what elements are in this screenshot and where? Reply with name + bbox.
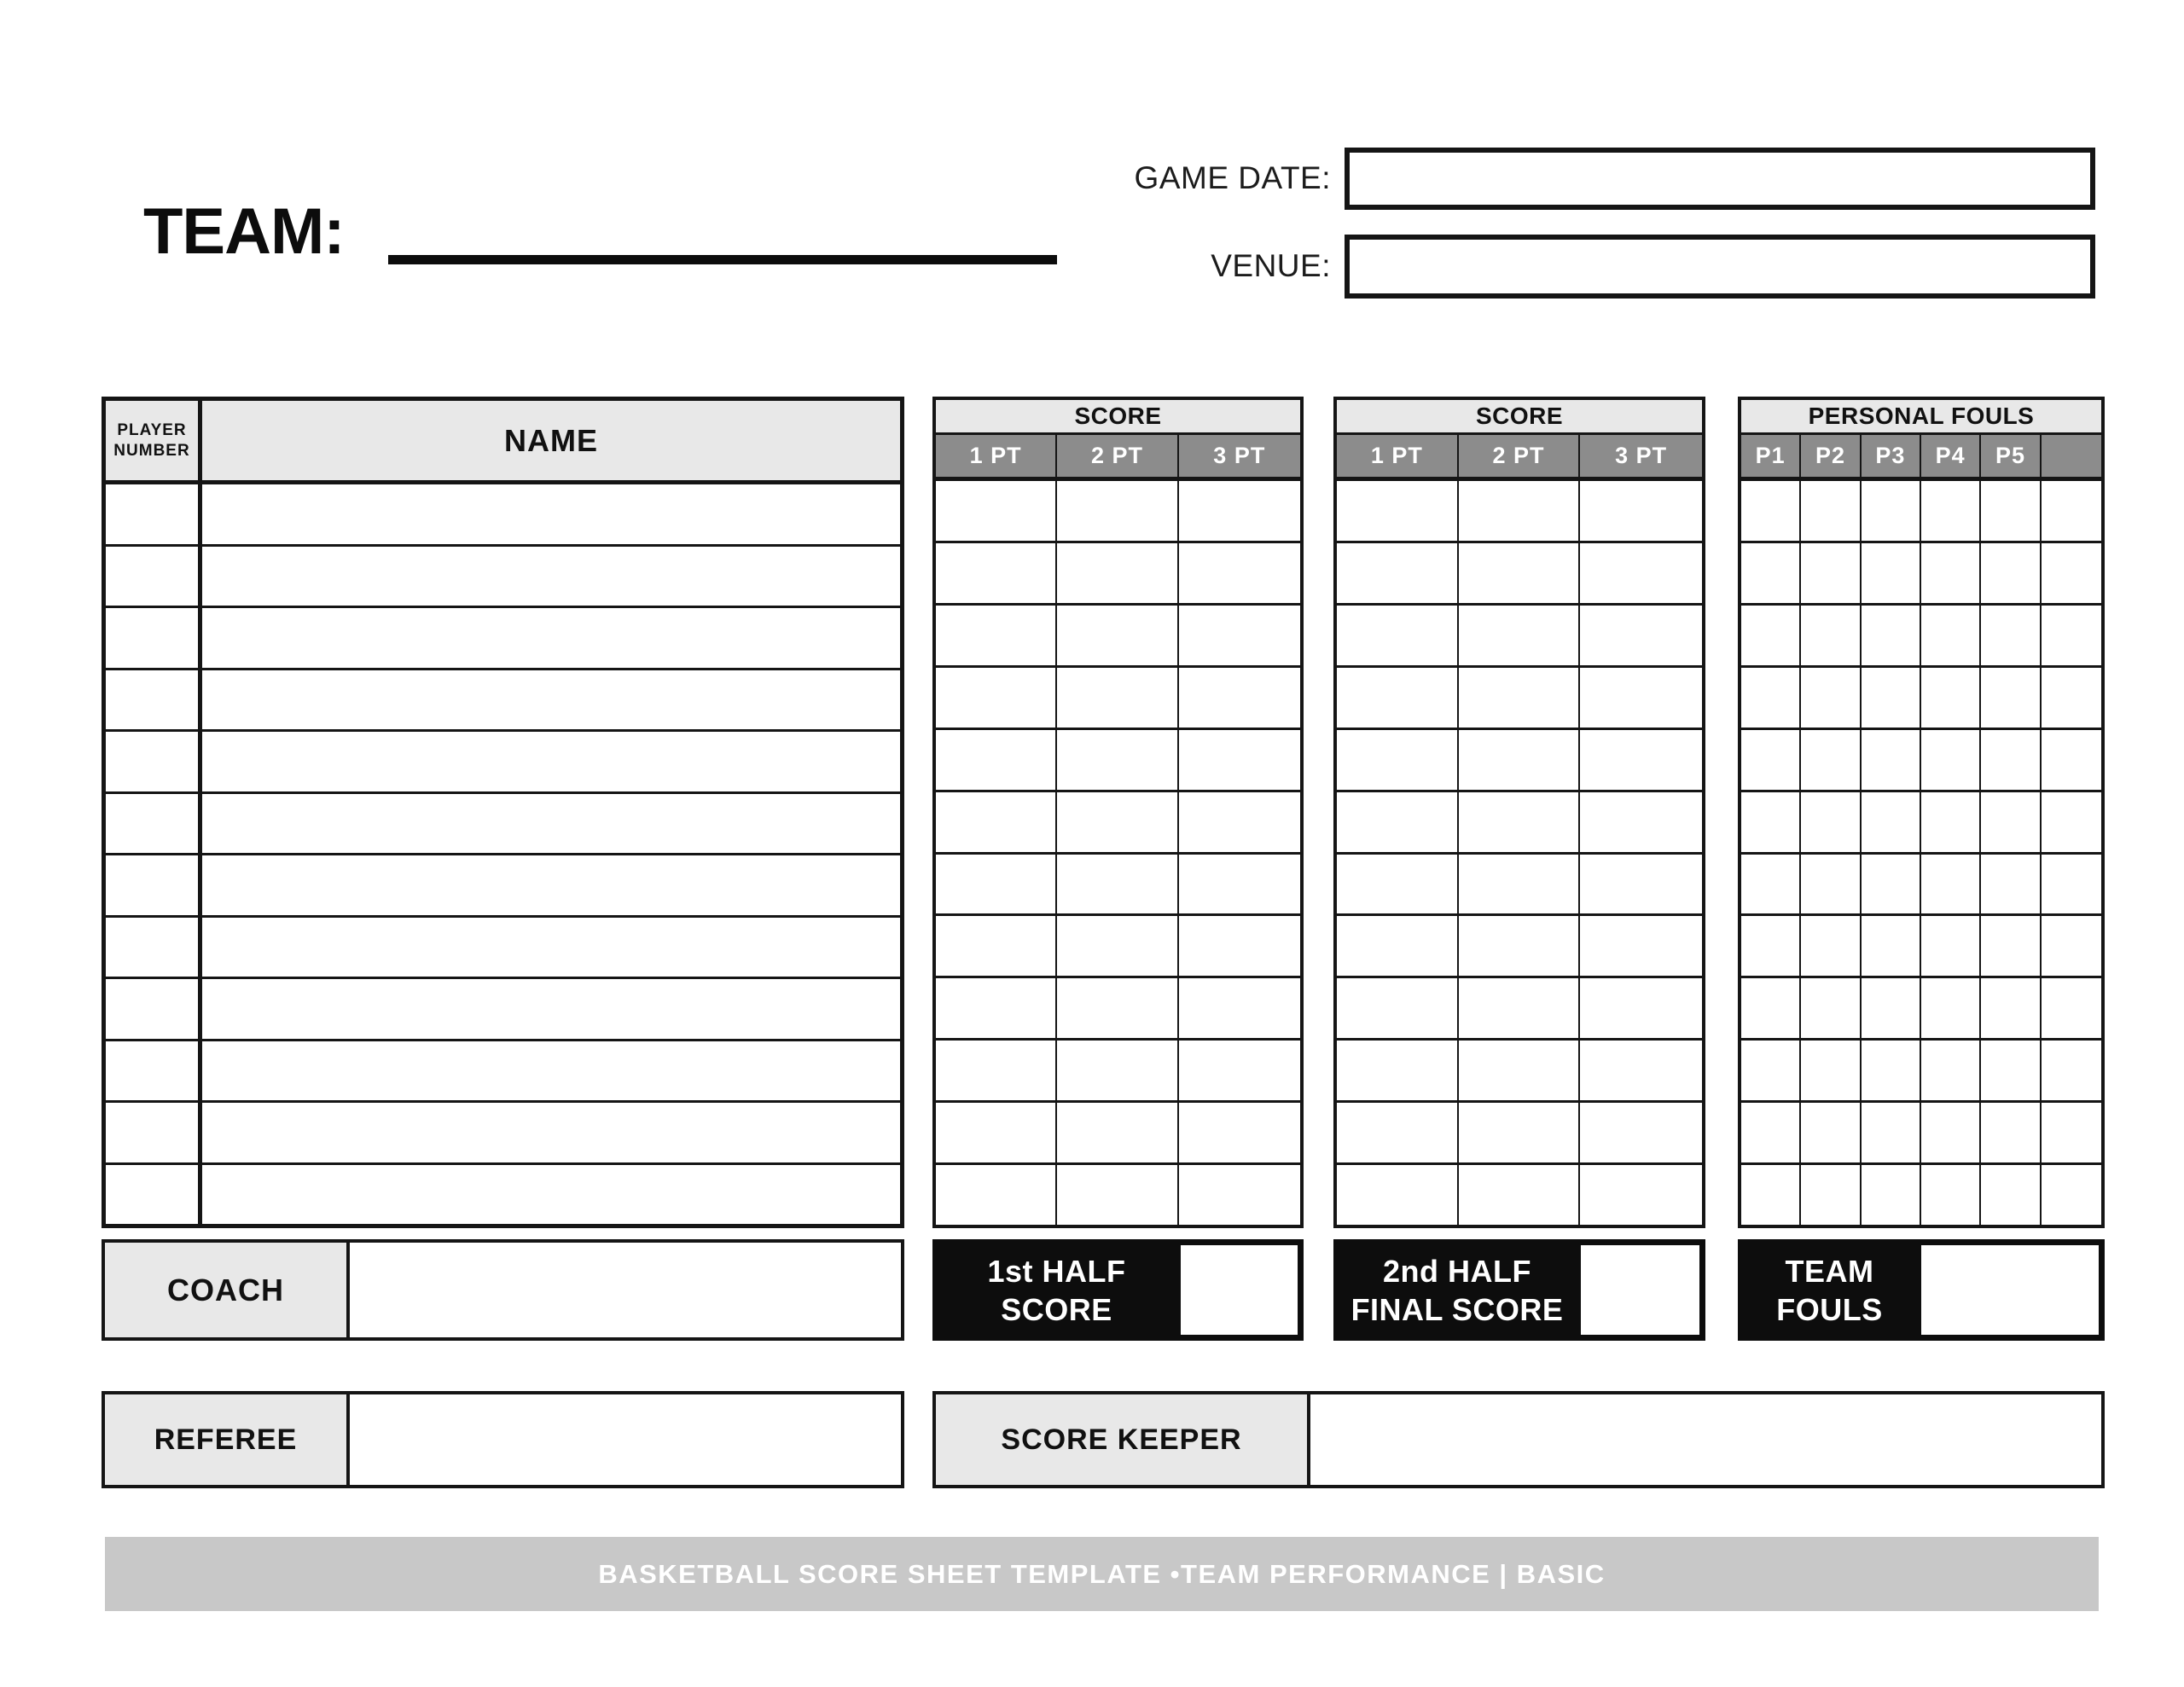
input-cell[interactable] <box>2042 1041 2101 1100</box>
input-cell[interactable] <box>1459 668 1581 728</box>
input-cell[interactable] <box>1459 1041 1581 1100</box>
input-cell[interactable] <box>1057 481 1178 541</box>
input-cell[interactable] <box>1801 1041 1861 1100</box>
column-header: 2 PT <box>1057 435 1178 477</box>
input-cell[interactable] <box>1459 978 1581 1038</box>
table-row <box>106 547 900 609</box>
input-cell[interactable] <box>2042 1103 2101 1162</box>
input-cell[interactable] <box>1801 1103 1861 1162</box>
input-cell[interactable] <box>1981 730 2041 790</box>
input-cell[interactable] <box>1459 1165 1581 1225</box>
table-row <box>1337 1041 1702 1103</box>
input-cell[interactable] <box>202 1165 900 1225</box>
venue-input[interactable] <box>1345 235 2095 299</box>
input-cell[interactable] <box>106 979 202 1039</box>
input-cell[interactable] <box>1337 730 1459 790</box>
input-cell[interactable] <box>106 484 202 544</box>
team-fouls-input[interactable] <box>1921 1245 2099 1335</box>
first-half-score-label <box>932 1239 1181 1341</box>
team-fouls-label-line2: FOULS <box>1776 1291 1883 1327</box>
table-row <box>1337 1165 1702 1225</box>
input-cell[interactable] <box>1981 1165 2041 1225</box>
team-fouls-box <box>1738 1239 2105 1341</box>
input-cell[interactable] <box>936 1041 1057 1100</box>
input-cell[interactable] <box>106 1041 202 1101</box>
input-cell[interactable] <box>1862 916 1921 976</box>
score-table-second-subheader <box>1337 435 1702 481</box>
table-row <box>106 1041 900 1104</box>
input-cell[interactable] <box>1921 916 1981 976</box>
first-half-score-label-line1: 1st HALF <box>987 1253 1126 1289</box>
input-cell[interactable] <box>1921 606 1981 665</box>
team-fouls-label-line1: TEAM <box>1785 1253 1874 1289</box>
column-header: P1 <box>1741 435 1801 477</box>
input-cell[interactable] <box>2042 668 2101 728</box>
column-header: 1 PT <box>1337 435 1459 477</box>
input-cell[interactable] <box>1057 978 1178 1038</box>
input-cell[interactable] <box>1580 1103 1702 1162</box>
input-cell[interactable] <box>1921 730 1981 790</box>
player-number-header-line1: PLAYER <box>117 420 187 439</box>
input-cell[interactable] <box>106 1165 202 1225</box>
input-cell[interactable] <box>106 1103 202 1162</box>
input-cell[interactable] <box>1921 1165 1981 1225</box>
input-cell[interactable] <box>1981 855 2041 914</box>
input-cell[interactable] <box>1862 668 1921 728</box>
input-cell[interactable] <box>1580 855 1702 914</box>
input-cell[interactable] <box>1179 481 1300 541</box>
table-row <box>936 1165 1300 1225</box>
input-cell[interactable] <box>202 918 900 977</box>
table-row <box>1741 1041 2101 1103</box>
second-half-final-score-input[interactable] <box>1581 1245 1699 1335</box>
input-cell[interactable] <box>106 732 202 791</box>
input-cell[interactable] <box>936 916 1057 976</box>
input-cell[interactable] <box>1981 792 2041 852</box>
table-row <box>936 481 1300 543</box>
input-cell[interactable] <box>1981 481 2041 541</box>
coach-label: COACH <box>105 1243 350 1337</box>
table-row <box>1337 543 1702 606</box>
input-cell[interactable] <box>936 1103 1057 1162</box>
input-cell[interactable] <box>1057 668 1178 728</box>
input-cell[interactable] <box>1921 1041 1981 1100</box>
input-cell[interactable] <box>1459 792 1581 852</box>
input-cell[interactable] <box>106 794 202 854</box>
input-cell[interactable] <box>1580 1165 1702 1225</box>
input-cell[interactable] <box>1057 1041 1178 1100</box>
input-cell[interactable] <box>1179 730 1300 790</box>
input-cell[interactable] <box>202 547 900 606</box>
input-cell[interactable] <box>1862 855 1921 914</box>
input-cell[interactable] <box>1337 1103 1459 1162</box>
personal-fouls-header: PERSONAL FOULS <box>1741 400 2101 435</box>
column-header: 1 PT <box>936 435 1057 477</box>
column-header: 3 PT <box>1213 443 1266 468</box>
input-cell[interactable] <box>202 979 900 1039</box>
table-row <box>106 794 900 856</box>
input-cell[interactable] <box>1057 1103 1178 1162</box>
score-table-first-header: SCORE <box>936 400 1300 435</box>
table-row <box>1741 481 2101 543</box>
input-cell[interactable] <box>1459 855 1581 914</box>
input-cell[interactable] <box>106 670 202 730</box>
score-keeper-label: SCORE KEEPER <box>936 1394 1310 1485</box>
input-cell[interactable] <box>1921 855 1981 914</box>
input-cell[interactable] <box>2042 792 2101 852</box>
table-row <box>936 978 1300 1041</box>
input-cell[interactable] <box>1337 543 1459 603</box>
score-table-second-header: SCORE <box>1337 400 1702 435</box>
score-table-second <box>1333 397 1705 1228</box>
game-date-input[interactable] <box>1345 148 2095 210</box>
input-cell[interactable] <box>1580 606 1702 665</box>
input-cell[interactable] <box>202 1041 900 1101</box>
column-header <box>2042 435 2101 477</box>
input-cell[interactable] <box>936 668 1057 728</box>
input-cell[interactable] <box>202 608 900 668</box>
column-header: P3 <box>1862 435 1921 477</box>
table-row <box>1337 481 1702 543</box>
footer-text: BASKETBALL SCORE SHEET TEMPLATE •TEAM PERFORMANCE | BASIC <box>598 1558 1606 1589</box>
score-keeper-input[interactable] <box>1310 1394 2101 1485</box>
table-row <box>1337 606 1702 668</box>
input-cell[interactable] <box>202 855 900 915</box>
score-table-first-body <box>936 481 1300 1225</box>
roster-table-header <box>106 401 900 484</box>
table-row <box>1741 668 2101 730</box>
input-cell[interactable] <box>1801 543 1861 603</box>
referee-row <box>102 1391 904 1488</box>
table-row <box>106 1103 900 1165</box>
input-cell[interactable] <box>2042 730 2101 790</box>
referee-label: REFEREE <box>105 1394 350 1485</box>
input-cell[interactable] <box>1459 481 1581 541</box>
input-cell[interactable] <box>2042 855 2101 914</box>
input-cell[interactable] <box>1580 1041 1702 1100</box>
table-row <box>936 1103 1300 1165</box>
table-row <box>936 606 1300 668</box>
input-cell[interactable] <box>1580 978 1702 1038</box>
input-cell[interactable] <box>202 670 900 730</box>
table-row <box>936 668 1300 730</box>
input-cell[interactable] <box>202 732 900 791</box>
input-cell[interactable] <box>1580 792 1702 852</box>
column-header: P5 <box>1981 435 2041 477</box>
roster-table <box>102 397 904 1228</box>
input-cell[interactable] <box>1862 1165 1921 1225</box>
table-row <box>106 670 900 733</box>
input-cell[interactable] <box>1580 543 1702 603</box>
input-cell[interactable] <box>2042 543 2101 603</box>
input-cell[interactable] <box>106 608 202 668</box>
second-half-final-score-box <box>1333 1239 1705 1341</box>
input-cell[interactable] <box>1741 730 1801 790</box>
name-header: NAME <box>504 422 598 458</box>
input-cell[interactable] <box>1179 855 1300 914</box>
table-row <box>1741 916 2101 978</box>
table-row <box>1741 978 2101 1041</box>
table-row <box>936 855 1300 917</box>
input-cell[interactable] <box>2042 916 2101 976</box>
input-cell[interactable] <box>1179 1041 1300 1100</box>
input-cell[interactable] <box>1337 668 1459 728</box>
input-cell[interactable] <box>1981 606 2041 665</box>
input-cell[interactable] <box>1337 978 1459 1038</box>
input-cell[interactable] <box>1179 1165 1300 1225</box>
table-row <box>936 543 1300 606</box>
score-keeper-row <box>932 1391 2105 1488</box>
input-cell[interactable] <box>2042 978 2101 1038</box>
input-cell[interactable] <box>1741 1165 1801 1225</box>
input-cell[interactable] <box>1921 481 1981 541</box>
column-header: P4 <box>1921 435 1981 477</box>
table-row <box>106 484 900 547</box>
table-row <box>1337 1103 1702 1165</box>
input-cell[interactable] <box>936 481 1057 541</box>
input-cell[interactable] <box>1580 668 1702 728</box>
team-fouls-label <box>1738 1239 1921 1341</box>
input-cell[interactable] <box>1580 730 1702 790</box>
score-table-first-subheader <box>936 435 1300 481</box>
second-half-final-score-label-line2: FINAL SCORE <box>1350 1291 1564 1327</box>
input-cell[interactable] <box>106 547 202 606</box>
input-cell[interactable] <box>1862 792 1921 852</box>
table-row <box>106 918 900 980</box>
input-cell[interactable] <box>1921 668 1981 728</box>
input-cell[interactable] <box>1179 606 1300 665</box>
input-cell[interactable] <box>1057 792 1178 852</box>
player-number-header-line2: NUMBER <box>113 441 190 460</box>
first-half-score-box <box>932 1239 1304 1341</box>
input-cell[interactable] <box>1057 855 1178 914</box>
footer-bar <box>105 1537 2099 1611</box>
input-cell[interactable] <box>936 543 1057 603</box>
player-number-header <box>106 401 202 480</box>
input-cell[interactable] <box>936 730 1057 790</box>
input-cell[interactable] <box>1981 1103 2041 1162</box>
input-cell[interactable] <box>1459 916 1581 976</box>
input-cell[interactable] <box>1741 668 1801 728</box>
input-cell[interactable] <box>1921 543 1981 603</box>
input-cell[interactable] <box>202 484 900 544</box>
table-row <box>1337 978 1702 1041</box>
input-cell[interactable] <box>936 855 1057 914</box>
table-row <box>1741 1165 2101 1225</box>
table-row <box>1337 855 1702 917</box>
input-cell[interactable] <box>1921 1103 1981 1162</box>
input-cell[interactable] <box>202 1103 900 1162</box>
input-cell[interactable] <box>1741 855 1801 914</box>
input-cell[interactable] <box>202 794 900 854</box>
table-row <box>1337 792 1702 855</box>
input-cell[interactable] <box>1179 916 1300 976</box>
input-cell[interactable] <box>2042 1165 2101 1225</box>
input-cell[interactable] <box>1862 1103 1921 1162</box>
table-row <box>1741 1103 2101 1165</box>
input-cell[interactable] <box>106 855 202 915</box>
input-cell[interactable] <box>2042 481 2101 541</box>
input-cell[interactable] <box>1459 606 1581 665</box>
input-cell[interactable] <box>1801 606 1861 665</box>
input-cell[interactable] <box>936 606 1057 665</box>
input-cell[interactable] <box>1337 1165 1459 1225</box>
input-cell[interactable] <box>1801 730 1861 790</box>
input-cell[interactable] <box>1741 792 1801 852</box>
input-cell[interactable] <box>1921 978 1981 1038</box>
roster-table-body <box>106 484 900 1224</box>
input-cell[interactable] <box>1057 730 1178 790</box>
input-cell[interactable] <box>1741 1103 1801 1162</box>
input-cell[interactable] <box>1801 481 1861 541</box>
input-cell[interactable] <box>1057 543 1178 603</box>
input-cell[interactable] <box>1179 978 1300 1038</box>
input-cell[interactable] <box>1741 606 1801 665</box>
input-cell[interactable] <box>1337 916 1459 976</box>
table-row <box>1337 730 1702 792</box>
table-row <box>936 916 1300 978</box>
input-cell[interactable] <box>1981 668 2041 728</box>
table-row <box>936 730 1300 792</box>
input-cell[interactable] <box>1179 792 1300 852</box>
input-cell[interactable] <box>1459 543 1581 603</box>
input-cell[interactable] <box>1741 1041 1801 1100</box>
input-cell[interactable] <box>1981 978 2041 1038</box>
input-cell[interactable] <box>1862 481 1921 541</box>
table-row <box>1741 855 2101 917</box>
input-cell[interactable] <box>1801 792 1861 852</box>
input-cell[interactable] <box>1337 1041 1459 1100</box>
input-cell[interactable] <box>1337 481 1459 541</box>
game-date-label: GAME DATE: <box>1134 160 1331 195</box>
input-cell[interactable] <box>1981 543 2041 603</box>
input-cell[interactable] <box>1741 481 1801 541</box>
column-header: P2 <box>1801 435 1861 477</box>
input-cell[interactable] <box>1057 916 1178 976</box>
input-cell[interactable] <box>936 978 1057 1038</box>
input-cell[interactable] <box>1057 1165 1178 1225</box>
input-cell[interactable] <box>936 792 1057 852</box>
table-row <box>106 979 900 1041</box>
input-cell[interactable] <box>1459 1103 1581 1162</box>
input-cell[interactable] <box>1862 978 1921 1038</box>
team-label: TEAM: <box>143 195 345 268</box>
table-row <box>106 732 900 794</box>
input-cell[interactable] <box>1741 543 1801 603</box>
first-half-score-label-line2: SCORE <box>1001 1291 1112 1327</box>
input-cell[interactable] <box>1801 1165 1861 1225</box>
input-cell[interactable] <box>1981 916 2041 976</box>
input-cell[interactable] <box>936 1165 1057 1225</box>
first-half-score-input[interactable] <box>1181 1245 1298 1335</box>
input-cell[interactable] <box>1981 1041 2041 1100</box>
input-cell[interactable] <box>1741 978 1801 1038</box>
second-half-final-score-label-line1: 2nd HALF <box>1383 1253 1531 1289</box>
personal-fouls-body <box>1741 481 2101 1225</box>
input-cell[interactable] <box>1580 481 1702 541</box>
table-row <box>936 1041 1300 1103</box>
table-row <box>106 855 900 918</box>
input-cell[interactable] <box>1337 855 1459 914</box>
input-cell[interactable] <box>1179 543 1300 603</box>
input-cell[interactable] <box>1921 792 1981 852</box>
input-cell[interactable] <box>1179 1103 1300 1162</box>
input-cell[interactable] <box>1337 792 1459 852</box>
input-cell[interactable] <box>2042 606 2101 665</box>
coach-input[interactable] <box>350 1243 901 1337</box>
referee-input[interactable] <box>350 1394 901 1485</box>
input-cell[interactable] <box>1337 606 1459 665</box>
table-row <box>1741 606 2101 668</box>
input-cell[interactable] <box>1862 1041 1921 1100</box>
table-row <box>106 1165 900 1225</box>
table-row <box>1337 668 1702 730</box>
table-row <box>936 792 1300 855</box>
input-cell[interactable] <box>1862 730 1921 790</box>
score-table-second-body <box>1337 481 1702 1225</box>
input-cell[interactable] <box>1580 916 1702 976</box>
input-cell[interactable] <box>1179 668 1300 728</box>
table-row <box>1741 792 2101 855</box>
table-row <box>1741 730 2101 792</box>
column-header: 2 PT <box>1459 435 1581 477</box>
input-cell[interactable] <box>1801 668 1861 728</box>
coach-row <box>102 1239 904 1341</box>
personal-fouls-subheader <box>1741 435 2101 481</box>
input-cell[interactable] <box>106 918 202 977</box>
input-cell[interactable] <box>1741 916 1801 976</box>
input-cell[interactable] <box>1459 730 1581 790</box>
input-cell[interactable] <box>1801 978 1861 1038</box>
input-cell[interactable] <box>1057 606 1178 665</box>
input-cell[interactable] <box>1801 855 1861 914</box>
score-table-first <box>932 397 1304 1228</box>
venue-label: VENUE: <box>1211 248 1331 283</box>
table-row <box>1741 543 2101 606</box>
personal-fouls-table <box>1738 397 2105 1228</box>
input-cell[interactable] <box>1801 916 1861 976</box>
input-cell[interactable] <box>1862 606 1921 665</box>
column-header: 3 PT <box>1615 443 1668 468</box>
input-cell[interactable] <box>1862 543 1921 603</box>
table-row <box>1337 916 1702 978</box>
table-row <box>106 608 900 670</box>
second-half-final-score-label <box>1333 1239 1581 1341</box>
